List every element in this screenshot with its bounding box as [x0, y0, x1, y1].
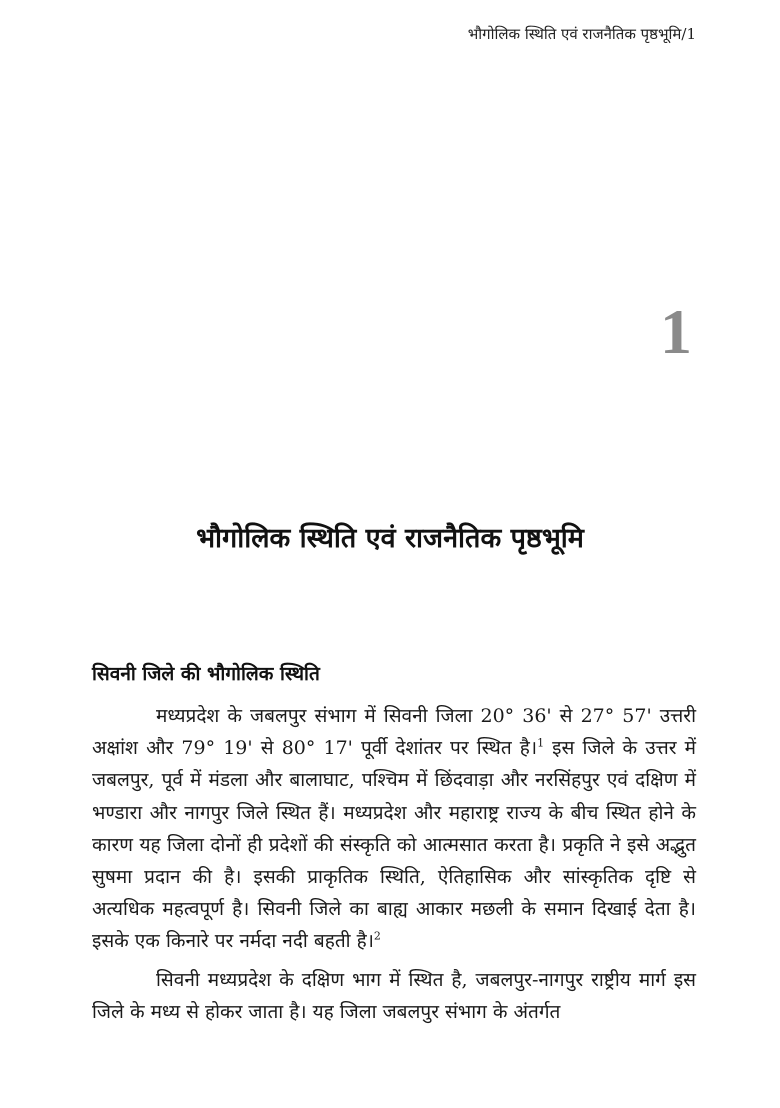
chapter-number: 1 [660, 296, 692, 367]
paragraph-2-text: सिवनी मध्यप्रदेश के दक्षिण भाग में स्थित है, जबलपुर-नागपुर राष्ट्रीय मार्ग इस जिले के मध्य से होकर जाता है। यह जिला जबलपुर संभाग के अंतर्गत [92, 968, 696, 1023]
footnote-marker-2: 2 [373, 930, 381, 944]
paragraph-1-text: मध्यप्रदेश के जबलपुर संभाग में सिवनी जिला 20° 36' से 27° 57' उत्तरी अक्षांश और 79° 19' से 80° 17' पूर्वी देशांतर पर स्थित है। [92, 705, 696, 760]
chapter-title: भौगोलिक स्थिति एवं राजनैतिक पृष्ठभूमि [196, 523, 584, 554]
paragraph-2 [92, 964, 696, 1028]
paragraph-1 [92, 700, 696, 958]
footnote-marker-1: 1 [537, 736, 545, 750]
paragraph-1-text-continued: इस जिले के उत्तर में जबलपुर, पूर्व में मंडला और बालाघाट, पश्चिम में छिंदवाड़ा और नरसिंहपुर एवं दक्षिण में भण्डारा और नागपुर जिले स्थित हैं। मध्यप्रदेश और महाराष्ट्र राज्य के बीच स्थित होने के कारण यह जिला दोनों ही प्रदेशों की संस्कृति को आत्मसात करता है। प्रकृति ने इसे अद्भुत सुषमा प्रदान की है। इसकी प्राकृतिक स्थिति, ऐतिहासिक और सांस्कृतिक दृष्टि से अत्यधिक महत्वपूर्ण है। सिवनी जिले का बाह्य आकार मछली के समान दिखाई देता है। इसके एक किनारे पर नर्मदा नदी बहती है। [92, 737, 696, 953]
section-heading: सिवनी जिले की भौगोलिक स्थिति [92, 663, 320, 685]
body-text [92, 700, 696, 1028]
running-head: भौगोलिक स्थिति एवं राजनैतिक पृष्ठभूमि/1 [467, 25, 696, 43]
